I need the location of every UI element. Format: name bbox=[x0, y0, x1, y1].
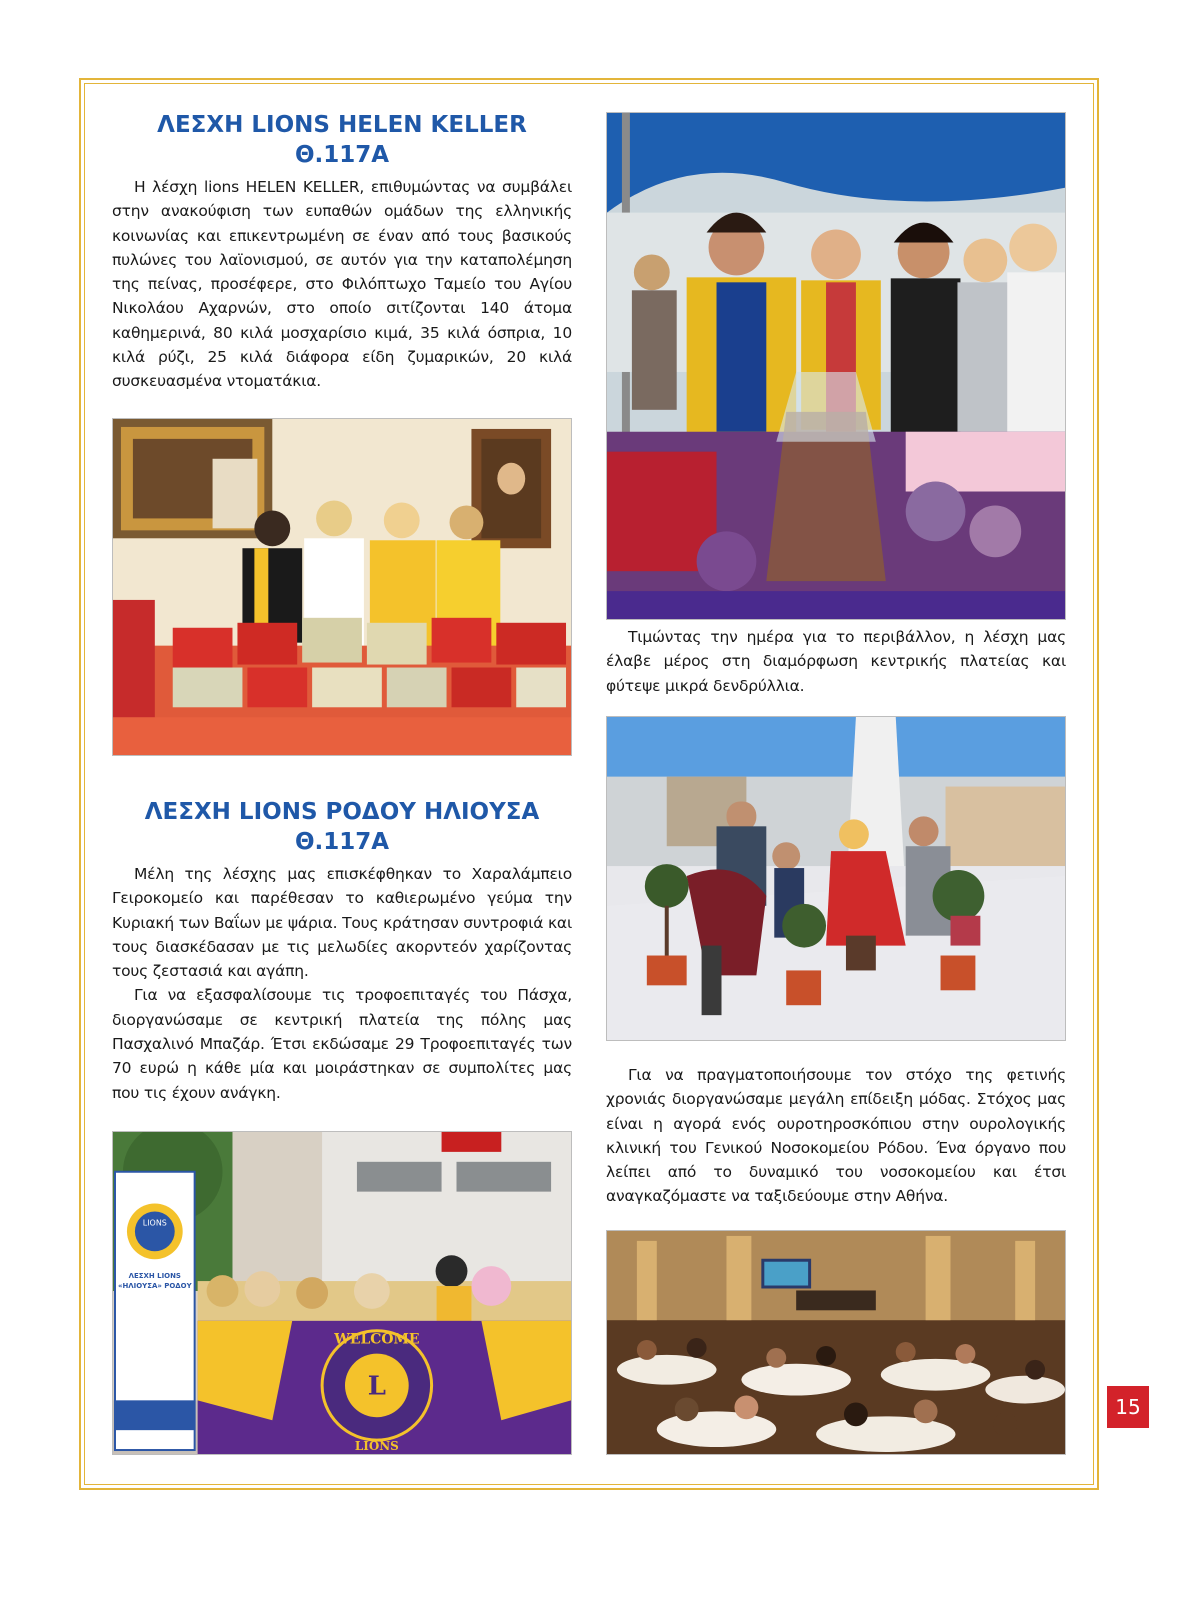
photo-bazaar-members bbox=[606, 112, 1066, 620]
section2-paragraph1: Μέλη της λέσχης μας επισκέφθηκαν το Χαραλάμπειο Γειροκομείο και παρέθεσαν το καθιερωμένο γεύμα την Κυριακή των Βαΐων με ψάρια. Τους κράτησαν συντροφιά και τους διασκέδασαν με τις μελωδίες ακορντεόν χαρίζοντας τους ζεστασιά και αγάπη. bbox=[112, 865, 572, 981]
banner-lions-text: LIONS bbox=[354, 1439, 399, 1454]
section1-paragraph: Η λέσχη lions HELEN KELLER, επιθυμώντας να συμβάλει στην ανακούφιση των ευπαθών ομάδων της ελληνικής κοινωνίας και επικεντρωμένη σε έναν από τους βασικούς πυλώνες του λαϊονισμού, σε αυτόν για την καταπολέμηση της πείνας, προσέφερε, στο Φιλόπτωχο Ταμείο του Αγίου Νικολάου Αχαρνών, στο οποίο σιτίζονται 140 άτομα καθημερινά, 80 κιλά μοσχαρίσιο κιμά, 35 κιλά όσπρια, 10 κιλά ρύζι, 25 κιλά διάφορα είδη ζυμαρικών, 20 κιλά συσκευασμένα ντοματάκια. bbox=[112, 178, 572, 391]
section2-body bbox=[112, 862, 572, 1105]
photo-easter-bazaar bbox=[112, 1131, 572, 1455]
banner-logo-text: LIONS bbox=[142, 1218, 167, 1228]
section1-title-line2: Θ.117Α bbox=[294, 142, 390, 168]
photo-fashion-show bbox=[606, 1230, 1066, 1455]
page-number-badge: 15 bbox=[1107, 1386, 1149, 1428]
section2-title-line2: Θ.117Α bbox=[294, 829, 390, 855]
caption-environment: Τιμώντας την ημέρα για το περιβάλλον, η λέσχη μας έλαβε μέρος στη διαμόρφωση κεντρικής πλατείας και φύτεψε μικρά δενδρύλλια. bbox=[606, 628, 1066, 695]
photo-tree-planting bbox=[606, 716, 1066, 1041]
section2-paragraph2: Για να εξασφαλίσουμε τις τροφοεπιταγές του Πάσχα, διοργανώσαμε σε κεντρική πλατεία της πόλης μας Πασχαλινό Μπαζάρ. Έτσι εκδώσαμε 29 Τροφοεπιταγές των 70 ευρώ η κάθε μία και μοιράστηκαν σε συμπολίτες μας που τις έχουν ανάγκη. bbox=[112, 986, 572, 1102]
banner-welcome-text: WELCOME bbox=[334, 1331, 420, 1348]
banner-club-line1: ΛΕΣΧΗ LIONS bbox=[128, 1272, 181, 1281]
banner-club-line2: «ΗΛΙΟΥΣΑ» ΡΟΔΟΥ bbox=[117, 1282, 192, 1291]
caption-fashion: Για να πραγματοποιήσουμε τον στόχο της φετινής χρονιάς διοργανώσαμε μεγάλη επίδειξη μόδας. Στόχος μας είναι η αγορά ενός ουροτηροσκόπιου στην ουρολογικής κλινική του Γενικού Νοσοκομείου Ρόδου. Ένα όργανο που λείπει από το δυναμικό του νοσοκομείου και έτσι αναγκαζόμαστε να ταξιδεύουμε στην Αθήνα. bbox=[606, 1066, 1066, 1206]
section1-title bbox=[112, 110, 572, 170]
photo-food-donation bbox=[112, 418, 572, 756]
section2-title bbox=[112, 797, 572, 857]
svg-text:L: L bbox=[367, 1371, 386, 1402]
section1-title-line1: ΛΕΣΧΗ LIONS HELEN KELLER bbox=[157, 112, 527, 138]
section2-title-line1: ΛΕΣΧΗ LIONS ΡΟΔΟΥ ΗΛΙΟΥΣΑ bbox=[144, 799, 540, 825]
